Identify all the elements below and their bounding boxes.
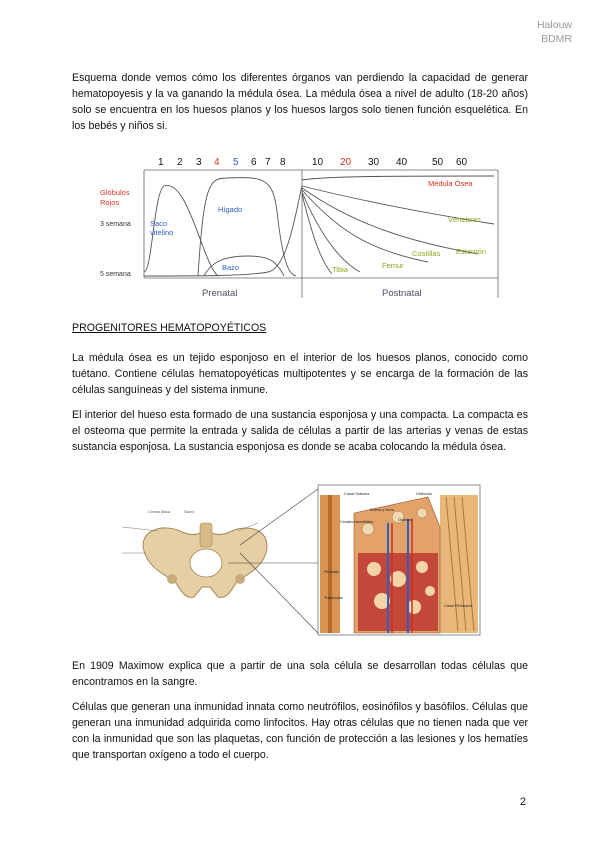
paragraph-hueso: El interior del hueso esta formado de una sustancia esponjosa y una compacta. La compacta es el osteoma que permite la entrada y salida de células a partir de las arterias y venas de estas sustancia esponjosa. La sustancia esponjosa es donde se acaba colocando la médula ósea.: [72, 409, 528, 453]
tick-5: 5: [233, 157, 239, 168]
postnatal-curves: [302, 176, 494, 274]
label-costillas: Costillas: [412, 249, 441, 258]
label-medula: Médula Ósea: [428, 179, 473, 188]
paragraph-celulas: Células que generan una inmunidad innata como neutrófilos, eosinófilos y basófilos. Células que generan una inmunidad adquirida como linfocitos. Hay otras células que no tienen nada que ver con la inmunidad que son las plaquetas, con función de protección a las lesiones y los hematíes que transportan oxígeno a todo el cuerpo.: [72, 701, 528, 761]
bone-label-canal-osteona: Canal Osteona: [344, 492, 370, 496]
prenatal-ticks: [158, 157, 286, 168]
prenatal-curves: [144, 178, 302, 276]
label-femur: Femur: [382, 261, 404, 270]
tick-6: 6: [251, 157, 257, 168]
pelvis-illustration: [143, 523, 267, 597]
tick-30: 30: [368, 157, 380, 168]
femur-curve: [302, 192, 360, 272]
tick-4: 4: [214, 157, 220, 168]
bone-label-arteria: Arteria y Vena: [370, 508, 394, 512]
bone-label-canal-perforante: Canal Perforante: [444, 604, 473, 608]
y-label-5-semana: 5 semana: [100, 271, 131, 278]
bone-label-osteona: Osteona: [398, 518, 413, 522]
paragraph-maximow: En 1909 Maximow explica que a partir de una sola célula se desarrollan todas células que encontramos en la sangre.: [72, 660, 528, 688]
paragraph-medula: La médula ósea es un tejido esponjoso en el interior de los huesos planos, conocido como tuétano. Contiene células hematopoyéticas multipotentes y se encarga de la formación de las células sanguíneas y del sistema inmune.: [72, 352, 528, 396]
bone-label-canales: Canales interstitiales: [340, 520, 374, 524]
label-vitelino: vitelino: [150, 228, 174, 237]
label-esternon: Esternón: [456, 247, 487, 256]
bone-structure-diagram: [118, 483, 482, 638]
page-header: [537, 18, 572, 46]
label-bazo: Bazo: [222, 263, 240, 272]
y-label-rojos: Rojos: [100, 198, 120, 207]
bazo-curve: [204, 256, 284, 276]
tick-1: 1: [158, 157, 164, 168]
tick-8: 8: [280, 157, 286, 168]
bone-label-osteocito: Osteocito: [416, 492, 433, 496]
tick-2: 2: [177, 157, 183, 168]
tick-20: 20: [340, 157, 352, 168]
bone-label-trabeculas: Trabéculas: [324, 596, 343, 600]
tick-3: 3: [196, 157, 202, 168]
paragraph-intro: Esquema donde vemos cómo los diferentes órganos van perdiendo la capacidad de generar hematopoyesis y la va ganando la médula ósea. La médula ósea a nivel de adulto (18-20 años) solo se encuentra en los huesos planos y los huesos largos solo tienen función esquelética. En los bebés y niños si.: [72, 72, 528, 132]
y-label-3-semana: 3 semana: [100, 221, 131, 228]
header-author: Halouw: [536, 19, 572, 31]
y-label-globulos: Glóbulos: [100, 188, 130, 197]
higado-curve: [198, 178, 296, 276]
tick-60: 60: [456, 157, 468, 168]
header-course: BDMR: [541, 33, 572, 45]
page-number: 2: [519, 796, 526, 808]
tick-10: 10: [312, 157, 324, 168]
tick-40: 40: [396, 157, 408, 168]
bone-label-periostio: Periostio: [324, 570, 339, 574]
label-saco: Saco: [150, 219, 168, 228]
postnatal-ticks: [312, 157, 468, 168]
pelvis-label-sacro: Sacro: [184, 509, 195, 514]
label-prenatal: Prenatal: [202, 288, 238, 299]
diagram-frame: [144, 170, 498, 298]
label-vertebras: Vértebras: [448, 215, 481, 224]
pelvis-label-cresta: Cresta iliaca: [148, 509, 171, 514]
label-postnatal: Postnatal: [382, 288, 422, 299]
label-higado: Hígado: [218, 205, 243, 214]
bone-block: [318, 485, 480, 635]
tick-7: 7: [265, 157, 271, 168]
section-heading: PROGENITORES HEMATOPOYÉTICOS: [72, 322, 267, 334]
hematopoiesis-diagram: [98, 150, 500, 302]
tick-50: 50: [432, 157, 444, 168]
label-tibia: Tibia: [332, 265, 348, 274]
